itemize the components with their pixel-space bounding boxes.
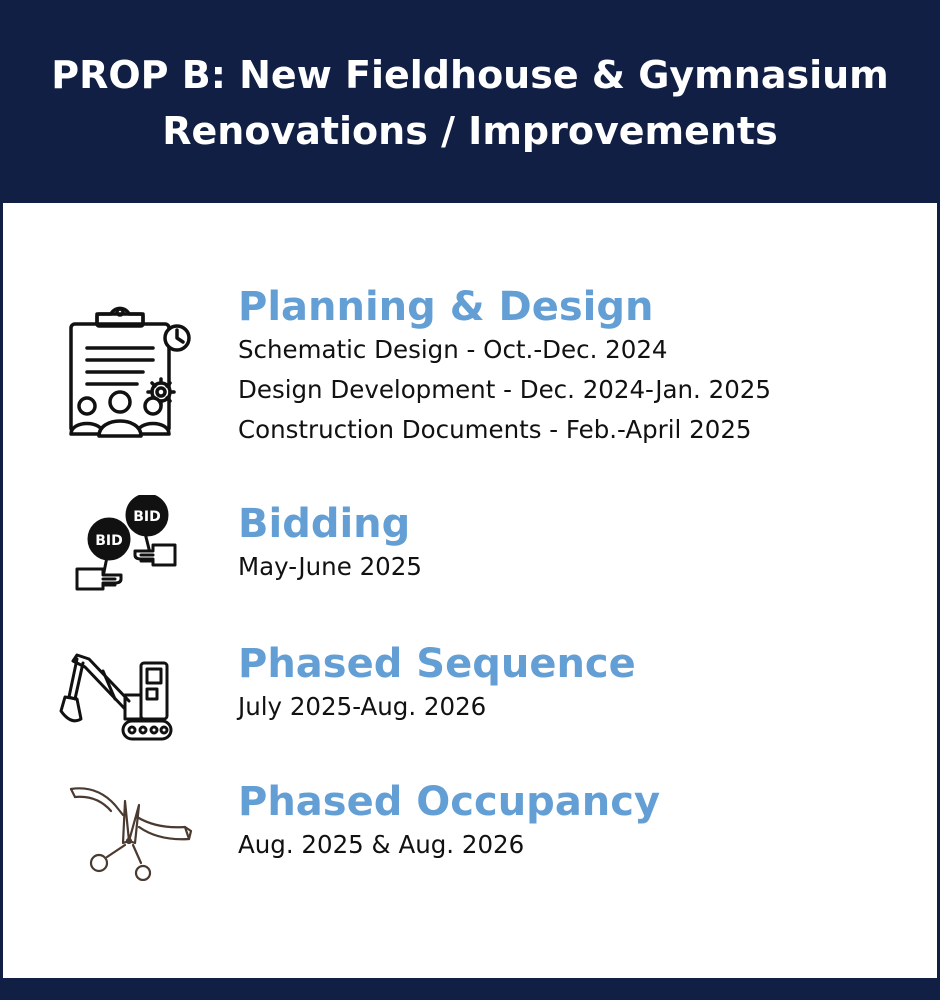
header-banner [3, 3, 937, 203]
phased-occupancy-text [238, 779, 660, 865]
footer-bar [3, 978, 937, 997]
section-detail: Aug. 2025 & Aug. 2026 [238, 830, 525, 859]
planning-design-text [238, 284, 771, 450]
section-heading: Phased Sequence [238, 641, 636, 687]
section-detail: May-June 2025 [238, 552, 422, 581]
clipboard-team-icon [65, 306, 195, 438]
section-heading: Bidding [238, 501, 411, 547]
excavator-icon [59, 651, 175, 747]
section-detail: Construction Documents - Feb.-April 2025 [238, 415, 752, 444]
section-detail: Design Development - Dec. 2024-Jan. 2025 [238, 375, 771, 404]
section-heading: Planning & Design [238, 284, 654, 330]
ribbon-cutting-icon [67, 781, 195, 881]
section-heading: Phased Occupancy [238, 779, 661, 825]
bid-label: BID [95, 533, 123, 549]
title-line-1: PROP B: New Fieldhouse & Gymnasium [51, 53, 889, 97]
phased-sequence-text [238, 641, 636, 727]
title-line-2: Renovations / Improvements [162, 109, 778, 153]
section-detail: July 2025-Aug. 2026 [238, 692, 487, 721]
bidding-text [238, 501, 422, 587]
section-detail: Schematic Design - Oct.-Dec. 2024 [238, 335, 668, 364]
bid-paddles-icon [71, 495, 183, 603]
bid-label: BID [133, 509, 161, 525]
